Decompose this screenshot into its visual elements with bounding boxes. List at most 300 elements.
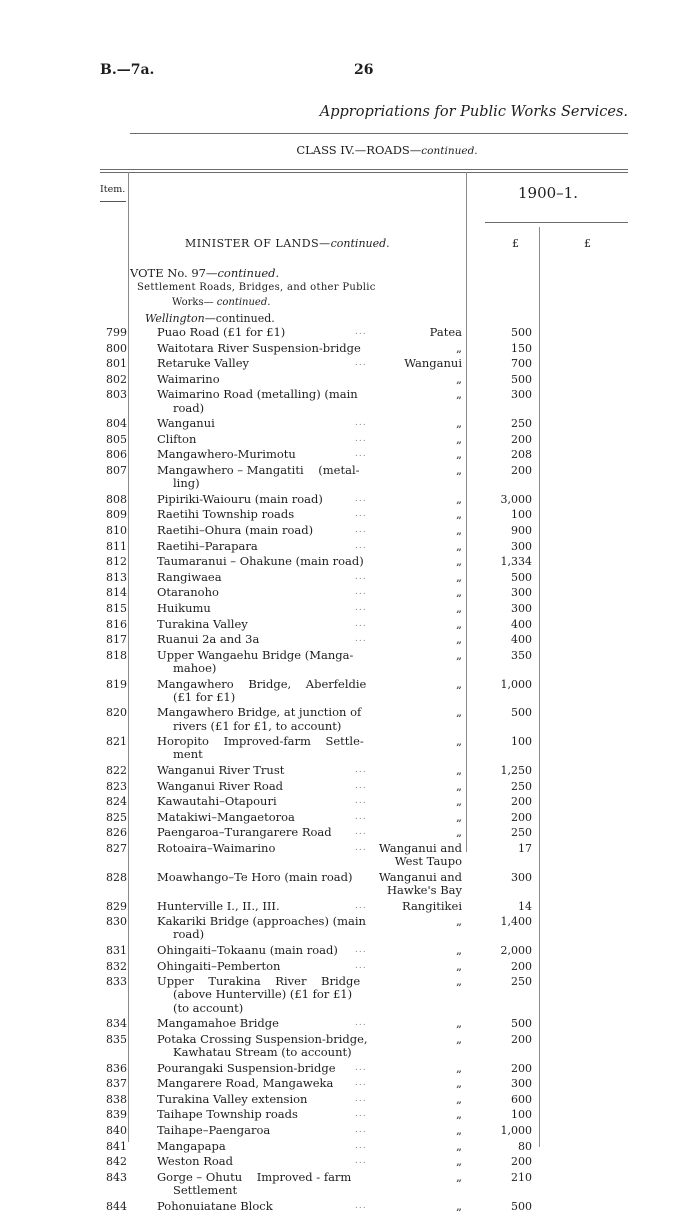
class-cont: continued.: [421, 145, 478, 157]
item-name-line: Upper Wangaehu Bridge (Manga-: [157, 647, 354, 662]
item-name: [157, 448, 375, 461]
item-name: [157, 326, 375, 339]
works-label: Works: [172, 297, 204, 308]
leader-dots: ...: [355, 509, 367, 520]
leader-dots: ...: [355, 1140, 367, 1151]
leader-dots: ...: [355, 827, 367, 838]
item-district: [366, 1077, 462, 1090]
item-district: [366, 388, 462, 401]
item-name-line: Horopito Improved-farm Settle-: [157, 734, 364, 749]
item-name: [157, 342, 375, 355]
item-amount: 300: [511, 602, 532, 615]
item-district: [366, 1200, 462, 1213]
item-number: 828: [106, 870, 127, 884]
item-amount: 300: [511, 1077, 532, 1091]
item-district: [366, 842, 462, 868]
item-number: 800: [106, 341, 127, 355]
item-name-line: Upper Turakina River Bridge: [157, 974, 361, 989]
item-number: 833: [106, 975, 127, 989]
item-district-line: „: [456, 601, 462, 615]
item-number: 819: [106, 677, 127, 691]
item-name: [157, 1062, 375, 1075]
item-name: [157, 540, 375, 553]
item-district-line: „: [456, 1123, 462, 1137]
item-name-line: Weston Road: [157, 1154, 233, 1169]
leader-dots: ...: [355, 358, 367, 369]
item-name-line: Ruanui 2a and 3a: [157, 632, 260, 647]
item-number: 810: [106, 524, 127, 537]
item-name: [157, 764, 375, 777]
item-amount: 500: [511, 570, 532, 584]
item-name-line: road): [173, 400, 205, 415]
item-district: [366, 900, 462, 913]
item-amount: 200: [511, 810, 532, 824]
item-name-line: ling): [173, 476, 200, 491]
pound-symbol-1: £: [512, 237, 519, 250]
item-number: 822: [106, 764, 127, 777]
item-name-line: Rangiwaea: [157, 569, 222, 584]
item-name: [157, 842, 375, 855]
item-district-line: „: [456, 794, 462, 809]
item-amount: 208: [511, 448, 532, 462]
title-rule: [130, 133, 628, 134]
pound-symbol-2: £: [584, 237, 591, 250]
item-name-line: (to account): [173, 1000, 244, 1015]
item-name: [157, 602, 375, 615]
item-district: [366, 1155, 462, 1168]
item-name-line: Taumaranui – Ohakune (main road): [157, 554, 364, 569]
item-name-line: Rotoaira–Waimarino: [157, 841, 276, 855]
item-amount: 400: [511, 617, 532, 631]
item-name-line: Raetihi Township roads: [157, 507, 295, 522]
item-number: 841: [106, 1139, 127, 1153]
item-header-underline: [100, 201, 126, 202]
item-amount: 80: [518, 1139, 532, 1153]
item-amount: 100: [511, 508, 532, 522]
item-name-line: Waimarino Road (metalling) (main: [157, 387, 358, 402]
item-amount: 500: [511, 706, 532, 720]
district-label: Wellington: [145, 312, 205, 325]
item-name: [157, 586, 375, 599]
item-number: 801: [106, 357, 127, 371]
item-district: [366, 960, 462, 973]
item-district-line: „: [456, 616, 462, 631]
item-amount: 17: [518, 842, 532, 855]
leader-dots: ...: [355, 1018, 367, 1029]
item-number: 836: [106, 1061, 127, 1075]
item-name-line: Otaranoho: [157, 585, 219, 600]
district-cont: —continued.: [204, 312, 275, 325]
item-district: [366, 493, 462, 506]
item-name-line: Gorge – Ohutu Improved - farm: [157, 1169, 352, 1184]
item-number: 827: [106, 842, 127, 855]
item-number: 814: [106, 586, 127, 600]
item-number: 813: [106, 570, 127, 584]
item-name-line: Mangawhero – Mangatiti (metal-: [157, 463, 360, 477]
item-number: 834: [106, 1017, 127, 1031]
item-district: [366, 764, 462, 777]
item-name: [157, 1140, 375, 1153]
vote-label: VOTE No. 97—: [130, 266, 218, 280]
item-amount: 1,000: [500, 1124, 532, 1137]
item-name-line: road): [173, 927, 205, 942]
item-district-line: Patea: [429, 325, 462, 339]
item-district: [366, 555, 462, 568]
leader-dots: ...: [355, 1200, 367, 1211]
item-name: [157, 571, 375, 584]
item-district-line: „: [456, 554, 462, 569]
item-number: 843: [106, 1170, 127, 1184]
item-district-line: „: [456, 340, 462, 355]
leader-dots: ...: [355, 796, 367, 807]
item-number: 826: [106, 826, 127, 840]
item-amount: 1,250: [500, 764, 532, 777]
item-name-line: Paengaroa–Turangarere Road: [157, 825, 332, 840]
item-district-line: „: [456, 763, 462, 777]
item-number: 830: [106, 915, 127, 929]
item-district-line: „: [456, 507, 462, 522]
item-district: [366, 1062, 462, 1075]
item-district: [366, 448, 462, 461]
item-name: [157, 508, 375, 521]
item-district: [366, 357, 462, 370]
item-name-line: Mangawhero Bridge, at junction of: [157, 705, 362, 720]
item-amount: 250: [511, 826, 532, 840]
item-amount: 200: [511, 464, 532, 477]
item-district: [366, 649, 462, 662]
document-code: B.—7a.: [100, 62, 155, 78]
item-amount: 1,400: [500, 915, 532, 929]
item-district: [366, 678, 462, 691]
district-heading: [145, 312, 275, 325]
item-district: [366, 1033, 462, 1046]
item-name-line: Waitotara River Suspension-bridge: [157, 340, 361, 355]
item-amount: 210: [511, 1170, 532, 1184]
item-number: 838: [106, 1092, 127, 1106]
item-district-line: „: [456, 705, 462, 720]
item-district-line: „: [456, 676, 462, 691]
item-district: [366, 915, 462, 928]
district-column-line: [466, 172, 467, 852]
item-name-line: Kawautahi–Otapouri: [157, 794, 277, 809]
leader-dots: ...: [355, 587, 367, 598]
item-name-line: Turakina Valley: [157, 616, 248, 631]
leader-dots: ...: [355, 327, 367, 337]
item-district: [366, 326, 462, 339]
item-district: [366, 540, 462, 553]
item-district: [366, 1108, 462, 1121]
item-district-line: „: [456, 416, 462, 431]
item-name: [157, 633, 375, 646]
item-name-line: Hunterville I., II., III.: [157, 898, 280, 913]
leader-dots: ...: [355, 945, 367, 955]
item-district-line: „: [456, 632, 462, 647]
item-name: [157, 1033, 375, 1059]
item-district-line: „: [456, 958, 462, 973]
item-name: [157, 357, 375, 370]
amount-column-line: [539, 227, 540, 1147]
item-amount: 300: [511, 586, 532, 600]
item-number: 820: [106, 706, 127, 720]
item-number: 835: [106, 1032, 127, 1046]
item-district-line: „: [456, 523, 462, 537]
item-district-line: „: [456, 647, 462, 662]
item-district-line: „: [456, 585, 462, 600]
item-name: [157, 780, 375, 793]
item-number: 832: [106, 959, 127, 973]
item-name: [157, 975, 375, 1015]
item-district: [366, 975, 462, 988]
item-number: 829: [106, 899, 127, 913]
leader-dots: ...: [355, 634, 367, 645]
item-district: [366, 464, 462, 477]
item-number: 815: [106, 602, 127, 615]
item-district-line: „: [456, 447, 462, 462]
item-district-line: „: [456, 943, 462, 957]
item-district: [366, 1017, 462, 1030]
header-rule-bottom: [100, 172, 628, 173]
item-district-line: „: [456, 1138, 462, 1153]
item-district-line: „: [456, 1198, 462, 1213]
item-name-line: Waimarino: [157, 371, 220, 386]
item-name-line: Mangawhero Bridge, Aberfeldie: [157, 676, 367, 691]
item-district-line: „: [456, 809, 462, 824]
item-number: 825: [106, 810, 127, 824]
item-name: [157, 433, 375, 446]
item-name-line: Wanganui River Trust: [157, 763, 285, 777]
item-number: 812: [106, 555, 127, 569]
item-name: [157, 811, 375, 824]
item-district: [366, 826, 462, 839]
item-district-line: „: [456, 1016, 462, 1031]
leader-dots: ...: [355, 765, 367, 775]
item-name: [157, 678, 375, 704]
item-name-line: rivers (£1 for £1, to account): [173, 718, 342, 733]
item-amount: 100: [511, 1108, 532, 1122]
item-number: 799: [106, 326, 127, 339]
leader-dots: ...: [355, 449, 367, 460]
item-district-line: „: [456, 431, 462, 446]
item-name-line: Wanganui River Road: [157, 778, 284, 793]
item-name: [157, 871, 375, 884]
item-name: [157, 826, 375, 839]
item-name-line: Taihape Township roads: [157, 1107, 298, 1122]
item-number: 818: [106, 648, 127, 662]
item-district: [366, 524, 462, 537]
item-district-line: „: [456, 1169, 462, 1184]
item-amount: 200: [511, 1061, 532, 1075]
item-number: 842: [106, 1155, 127, 1169]
item-number: 824: [106, 795, 127, 809]
item-name: [157, 649, 375, 675]
item-district-line: „: [456, 778, 462, 793]
item-name-line: Puao Road (£1 for £1): [157, 325, 286, 339]
item-amount: 200: [511, 432, 532, 446]
item-name-line: Turakina Valley extension: [157, 1091, 308, 1106]
item-name: [157, 735, 375, 761]
item-number: 817: [106, 633, 127, 647]
item-district-line: „: [456, 974, 462, 989]
item-name-line: Settlement: [173, 1183, 238, 1197]
item-amount: 200: [511, 1032, 532, 1046]
minister-cont: continued.: [330, 237, 390, 250]
item-name-line: Pourangaki Suspension-bridge: [157, 1060, 336, 1075]
item-district: [366, 602, 462, 615]
item-district: [366, 1093, 462, 1106]
item-district: [366, 373, 462, 386]
subhead-works: [172, 297, 270, 308]
item-district-line: „: [456, 1076, 462, 1091]
item-district-line: West Taupo: [394, 854, 462, 869]
item-number: 806: [106, 448, 127, 462]
leader-dots: ...: [355, 1093, 367, 1104]
vote-heading: [130, 266, 279, 280]
item-name-line: Pohonuiatane Block: [157, 1198, 273, 1213]
item-name-line: Clifton: [157, 431, 197, 446]
item-name: [157, 493, 375, 506]
leader-dots: ...: [355, 811, 367, 822]
header-rule-top: [100, 169, 628, 170]
item-name-line: Matakiwi–Mangaetoroa: [157, 809, 295, 824]
item-name-line: Kawhatau Stream (to account): [173, 1045, 352, 1059]
item-number: 805: [106, 432, 127, 446]
item-district: [366, 944, 462, 957]
item-name: [157, 1200, 375, 1213]
item-name: [157, 618, 375, 631]
item-name: [157, 1093, 375, 1106]
item-amount: 250: [511, 975, 532, 989]
item-amount: 600: [511, 1092, 532, 1106]
leader-dots: ...: [355, 618, 367, 629]
item-name: [157, 373, 375, 386]
item-number: 823: [106, 779, 127, 793]
item-number: 802: [106, 372, 127, 386]
item-number: 831: [106, 944, 127, 957]
leader-dots: ...: [355, 571, 367, 582]
leader-dots: ...: [355, 843, 367, 853]
item-district: [366, 586, 462, 599]
item-number: 807: [106, 464, 127, 477]
leader-dots: ...: [355, 603, 367, 613]
item-amount: 300: [511, 539, 532, 553]
works-cont: — continued.: [203, 297, 271, 308]
item-name: [157, 1171, 375, 1197]
item-name-line: Potaka Crossing Suspension-bridge,: [157, 1031, 368, 1046]
minister-heading: [185, 237, 390, 250]
item-amount: 1,334: [500, 555, 532, 569]
leader-dots: ...: [355, 493, 367, 504]
item-district: [366, 795, 462, 808]
item-district-line: „: [456, 387, 462, 402]
leader-dots: ...: [355, 1109, 367, 1120]
item-amount: 300: [511, 870, 532, 884]
item-district-line: „: [456, 1107, 462, 1122]
item-amount: 1,000: [500, 677, 532, 691]
item-district: [366, 871, 462, 897]
item-district-line: Wanganui and: [378, 841, 462, 855]
item-name-line: Taihape–Paengaroa: [157, 1123, 271, 1137]
leader-dots: ...: [355, 418, 367, 429]
item-amount: 500: [511, 326, 532, 339]
item-name-line: Raetihi–Ohura (main road): [157, 523, 314, 537]
leader-dots: ...: [355, 900, 367, 911]
item-name-line: Raetihi–Parapara: [157, 538, 258, 553]
leader-dots: ...: [355, 540, 367, 551]
leader-dots: ...: [355, 1078, 367, 1089]
item-amount: 500: [511, 372, 532, 386]
item-district-line: „: [456, 569, 462, 584]
item-name-line: Mangarere Road, Mangaweka: [157, 1076, 334, 1091]
item-number: 808: [106, 492, 127, 506]
item-district-line: „: [456, 1031, 462, 1046]
leader-dots: ...: [355, 1125, 367, 1135]
item-amount: 3,000: [500, 492, 532, 506]
item-district-line: Wanganui and: [378, 869, 462, 884]
item-amount: 2,000: [500, 944, 532, 957]
item-district-line: „: [456, 1091, 462, 1106]
item-amount: 500: [511, 1017, 532, 1031]
item-name-line: (above Hunterville) (£1 for £1): [173, 987, 353, 1002]
item-number: 840: [106, 1124, 127, 1137]
item-name-line: Mangapapa: [157, 1138, 226, 1153]
item-amount: 200: [511, 1155, 532, 1169]
item-amount: 900: [511, 524, 532, 537]
item-district: [366, 706, 462, 719]
item-number: 839: [106, 1108, 127, 1122]
item-amount: 100: [511, 735, 532, 749]
item-amount: 14: [518, 899, 532, 913]
item-name-line: Moawhango–Te Horo (main road): [157, 869, 353, 884]
item-district: [366, 618, 462, 631]
class-label: CLASS IV.—ROADS—: [296, 143, 422, 157]
item-name: [157, 960, 375, 973]
page-number: 26: [354, 62, 374, 78]
item-name: [157, 1108, 375, 1121]
item-district: [366, 571, 462, 584]
item-number: 844: [106, 1199, 127, 1213]
item-name-line: Mangamahoe Bridge: [157, 1016, 279, 1031]
item-district-line: „: [456, 463, 462, 477]
leader-dots: ...: [355, 1062, 367, 1073]
item-number: 837: [106, 1077, 127, 1091]
item-name: [157, 555, 375, 568]
item-name-line: Pipiriki-Waiouru (main road): [157, 491, 323, 506]
year-underline: [485, 222, 628, 223]
item-name: [157, 706, 375, 732]
item-district-line: „: [456, 914, 462, 929]
vote-cont: continued.: [217, 266, 280, 280]
leader-dots: ...: [355, 525, 367, 535]
item-name-line: mahoe): [173, 661, 217, 675]
item-district: [366, 433, 462, 446]
item-district-line: „: [456, 734, 462, 749]
item-district-line: „: [456, 491, 462, 506]
item-name-line: (£1 for £1): [173, 689, 236, 704]
item-name: [157, 1017, 375, 1030]
item-district-line: Rangitikei: [402, 898, 462, 913]
leader-dots: ...: [355, 960, 367, 971]
item-name-line: Kakariki Bridge (approaches) (main: [157, 914, 366, 929]
item-name: [157, 915, 375, 941]
item-district: [366, 735, 462, 748]
item-name-line: Ohingaiti–Pemberton: [157, 958, 281, 973]
item-district: [366, 1140, 462, 1153]
item-name: [157, 464, 375, 490]
item-number: 804: [106, 417, 127, 431]
item-name-line: Ohingaiti–Tokaanu (main road): [157, 943, 338, 957]
item-district: [366, 1124, 462, 1137]
minister-label: MINISTER OF LANDS—: [185, 237, 331, 250]
